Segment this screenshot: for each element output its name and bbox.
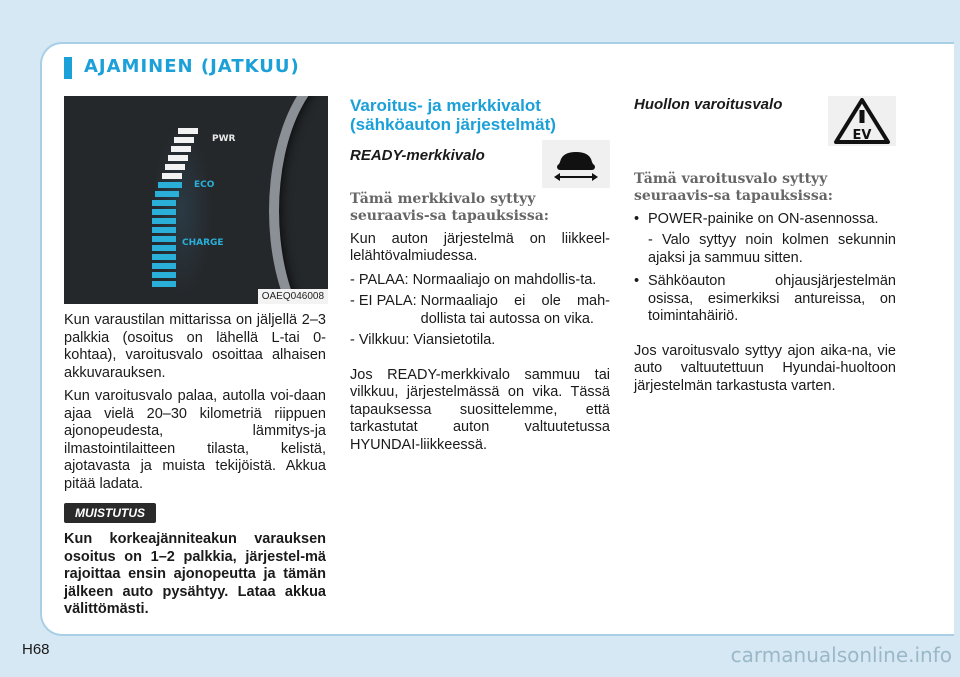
service-sub-item: - Valo syttyy noin kolmen sekunnin ajaksi ja sammuu sitten. <box>648 232 896 266</box>
service-bullet <box>634 211 896 229</box>
bullet-dot: • <box>634 210 640 227</box>
ready-paragraph-1: Kun auton järjestelmä on liikkeel-lelähtövalmiudessa. <box>350 230 610 264</box>
status-term: - PALAA: <box>350 271 409 288</box>
gauge-segment <box>152 272 176 278</box>
section-marker <box>64 57 72 79</box>
status-text: Normaaliajo ei ole mah-dollista tai autossa on vika. <box>420 293 610 327</box>
gauge-segment <box>152 218 176 224</box>
status-text: Normaaliajo on mahdollis-ta. <box>412 271 597 288</box>
status-item <box>350 272 610 290</box>
gauge-segment <box>158 182 182 188</box>
ready-lead: Tämä merkkivalo syttyy seuraavis-sa tapauksissa: <box>350 190 549 224</box>
page-number: H68 <box>22 641 50 658</box>
note-text: Kun korkeajänniteakun varauksen osoitus on 1–2 palkkia, järjestel-mä rajoittaa ensin ajonopeutta ja tämän jälkeen auto pysähtyy. Lataa akkua välittömästi. <box>64 531 326 617</box>
gauge-segment <box>152 254 176 260</box>
service-bullet <box>634 273 896 326</box>
service-bullet-2: Sähköauton ohjausjärjestelmän osissa, esimerkiksi antureissa, on toimintahäiriö. <box>648 273 896 324</box>
ev-icon-text: EV <box>852 128 872 143</box>
gauge-segment <box>171 146 191 152</box>
section-title: AJAMINEN (JATKUU) <box>84 56 300 77</box>
gauge-segment <box>152 281 176 287</box>
gauge-segment <box>152 209 176 215</box>
gauge-segment <box>152 227 176 233</box>
gauge-segment <box>155 191 179 197</box>
service-lead: Tämä varoitusvalo syttyy seuraavis-sa tapauksissa: <box>634 170 833 204</box>
ready-heading: READY-merkkivalo <box>350 147 485 164</box>
service-bullet-1: POWER-painike on ON-asennossa. <box>648 210 879 227</box>
gauge-segment <box>152 245 176 251</box>
status-item <box>350 332 610 350</box>
ready-indicator-icon <box>542 140 610 188</box>
gauge-bezel <box>269 96 328 304</box>
gauge-segment <box>168 155 188 161</box>
status-item <box>350 293 610 328</box>
status-text: Viansietotila. <box>413 332 496 348</box>
status-term: - Vilkkuu: <box>350 332 410 348</box>
gauge-segment <box>152 236 176 242</box>
bullet-dot: • <box>634 273 640 289</box>
gauge-segment <box>162 173 182 179</box>
gauge-segment <box>152 263 176 269</box>
watermark: carmanualsonline.info <box>730 643 952 667</box>
left-paragraph-1: Kun varaustilan mittarissa on jäljellä 2–3 palkkia (osoitus on lähellä L-tai 0-kohtaa), varoitusvalo osoittaa alhaisen akkuvarauksen. <box>64 312 326 381</box>
gauge-label-eco: ECO <box>194 180 215 190</box>
gauge-segment <box>165 164 185 170</box>
gauge-segment <box>178 128 198 134</box>
ready-paragraph-2: Jos READY-merkkivalo sammuu tai vilkkuu, järjestelmässä on vika. Tässä tapauksessa suosittelemme, että tarkastutat auton valtuutetussa HYUNDAI-liikkeessä. <box>350 366 610 453</box>
left-paragraph-2: Kun varoitusvalo palaa, autolla voi-daan ajaa vielä 20–30 kilometriä riippuen ajonopeudesta, lämmitys-ja ilmastointilaitteen tilasta, kelistä, ajotavasta ja muista tekijöistä. Akkua pitää ladata. <box>64 388 326 492</box>
gauge-label-pwr: PWR <box>212 134 236 144</box>
middle-heading: Varoitus- ja merkkivalot (sähköauton järjestelmät) <box>350 96 556 134</box>
service-paragraph: Jos varoitusvalo syttyy ajon aika-na, vie auto valtuutettuun Hyundai-huoltoon järjestelmän tarkastusta varten. <box>634 342 896 394</box>
left-column <box>64 312 326 493</box>
ready-status-list <box>350 272 610 350</box>
note-tag: MUISTUTUS <box>64 503 156 523</box>
gauge-segment <box>174 137 194 143</box>
service-heading: Huollon varoitusvalo <box>634 96 783 113</box>
gauge-segment <box>152 200 176 206</box>
ev-service-warning-icon <box>828 96 896 146</box>
gauge-label-charge: CHARGE <box>182 238 224 248</box>
charge-gauge-figure <box>64 96 328 304</box>
status-term: - EI PALA: <box>350 293 417 309</box>
figure-code: OAEQ046008 <box>258 289 328 304</box>
